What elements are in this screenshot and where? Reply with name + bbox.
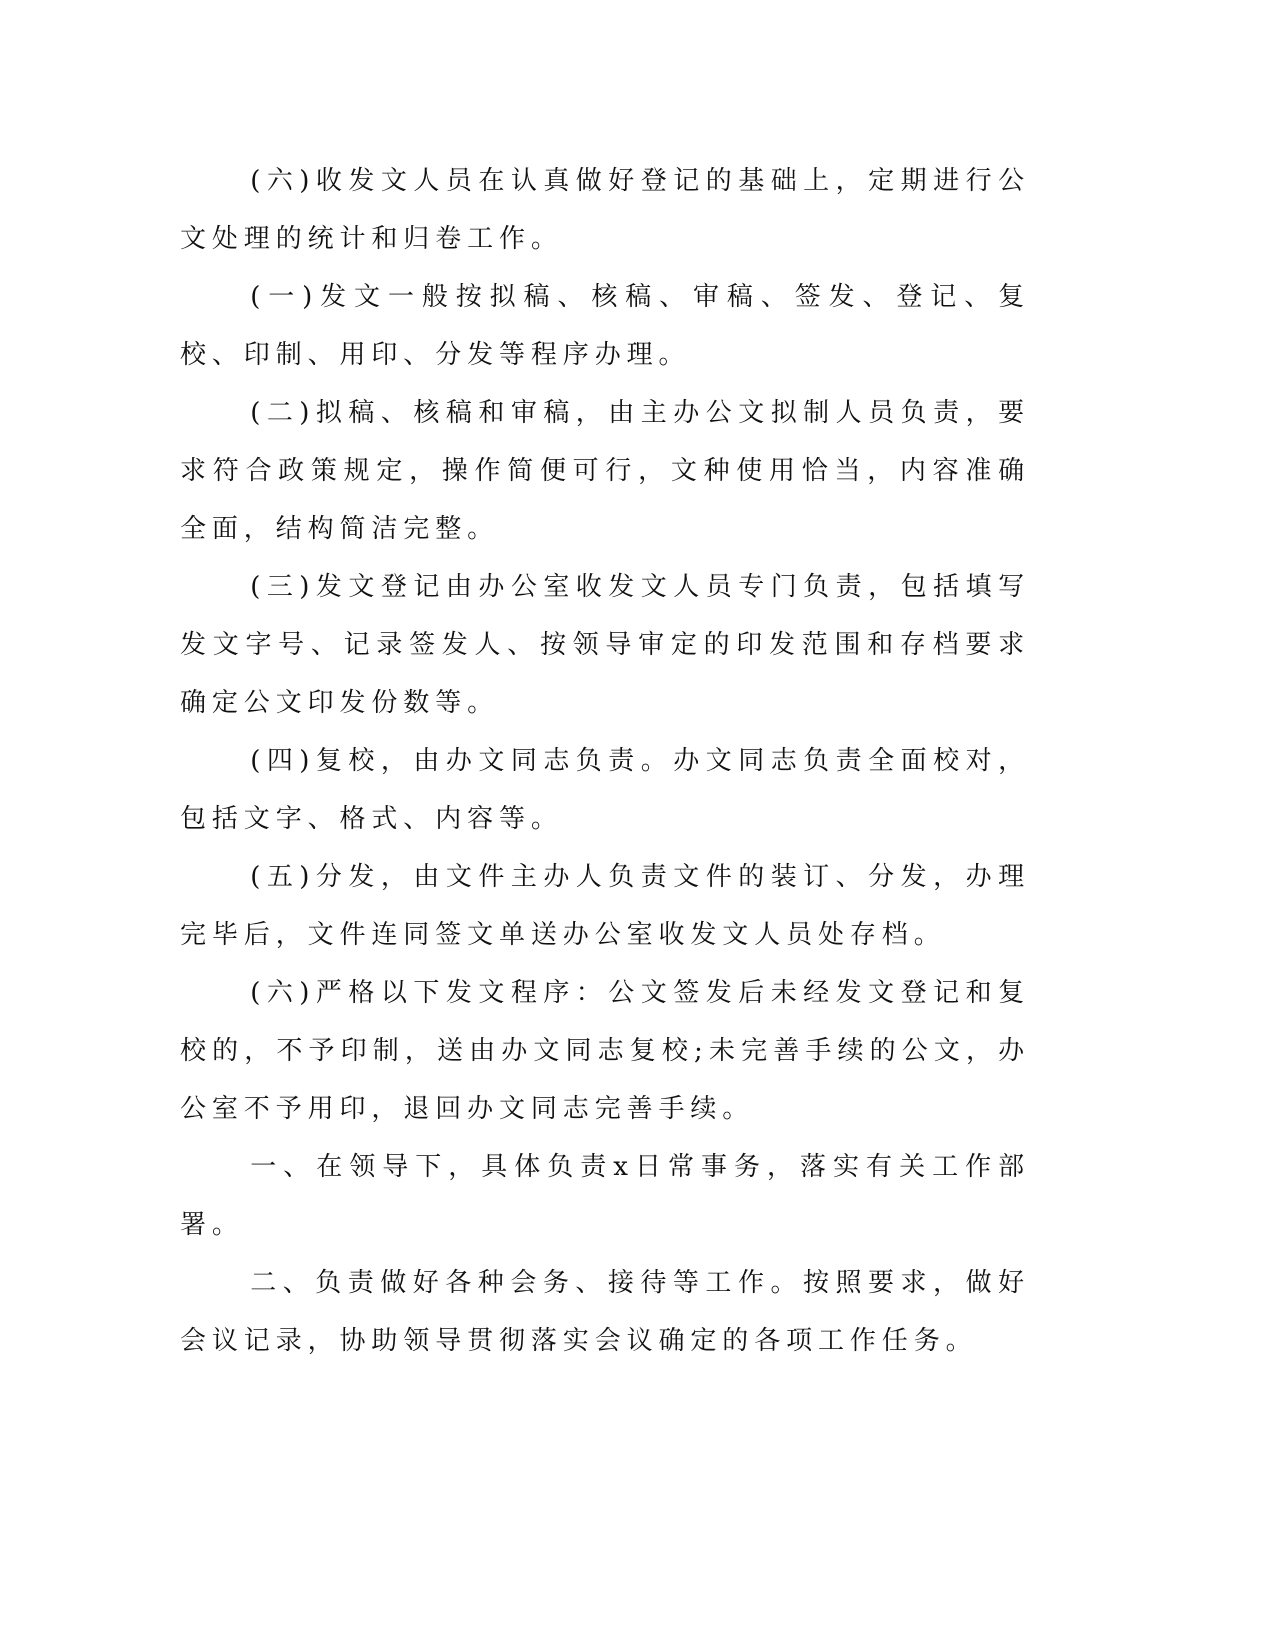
- paragraph-strict-procedure: (六)严格以下发文程序：公文签发后未经发文登记和复校的，不予印制，送由办文同志复校;未完善手续的公文，办公室不予用印，退回办文同志完善手续。: [180, 978, 1030, 1124]
- paragraph-dispatch-procedure: (一)发文一般按拟稿、核稿、审稿、签发、登记、复校、印制、用印、分发等程序办理。: [180, 282, 1030, 370]
- paragraph-duty-one: 一、在领导下，具体负责x日常事务，落实有关工作部署。: [180, 1152, 1030, 1240]
- paragraph-proofreading: (四)复校，由办文同志负责。办文同志负责全面校对，包括文字、格式、内容等。: [180, 746, 1030, 834]
- paragraph-drafting-review: (二)拟稿、核稿和审稿，由主办公文拟制人员负责，要求符合政策规定，操作简便可行，文种使用恰当，内容准确全面，结构简洁完整。: [180, 398, 1030, 544]
- paragraph-receive-dispatch-statistics: (六)收发文人员在认真做好登记的基础上，定期进行公文处理的统计和归卷工作。: [180, 166, 1030, 254]
- paragraph-distribution: (五)分发，由文件主办人负责文件的装订、分发，办理完毕后，文件连同签文单送办公室收发文人员处存档。: [180, 862, 1030, 950]
- paragraph-duty-two: 二、负责做好各种会务、接待等工作。按照要求，做好会议记录，协助领导贯彻落实会议确定的各项工作任务。: [180, 1268, 1030, 1356]
- paragraph-dispatch-registration: (三)发文登记由办公室收发文人员专门负责，包括填写发文字号、记录签发人、按领导审定的印发范围和存档要求确定公文印发份数等。: [180, 572, 1030, 718]
- document-body: [180, 152, 1030, 1370]
